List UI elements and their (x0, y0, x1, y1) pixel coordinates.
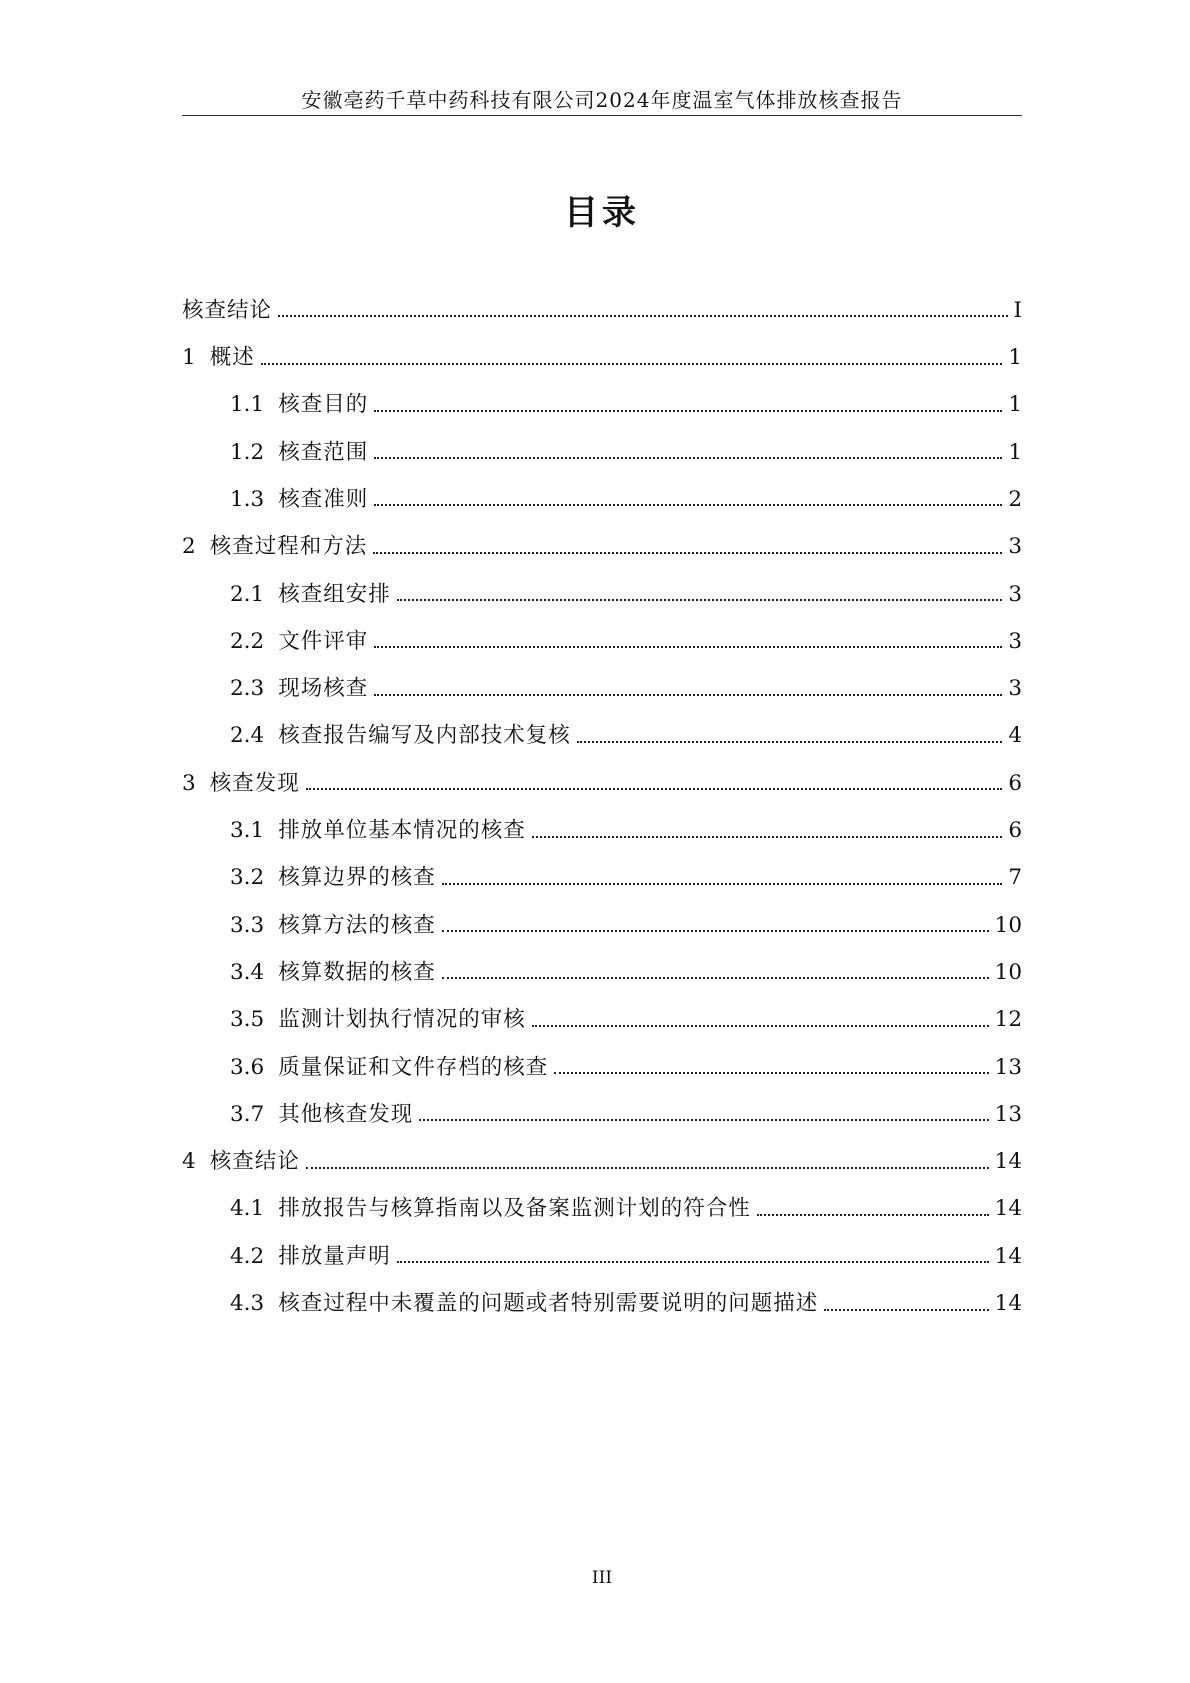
toc-dot-leader (419, 1119, 988, 1121)
toc-entry-page: 10 (994, 959, 1022, 985)
toc-dot-leader (442, 883, 1003, 885)
toc-dot-leader (397, 599, 1003, 601)
toc-entry[interactable] (182, 700, 1022, 747)
toc-entry-title: 排放量声明 (278, 1243, 391, 1269)
toc-dot-leader (261, 363, 1003, 365)
toc-dot-leader (532, 1025, 989, 1027)
toc-entry[interactable] (182, 1173, 1022, 1220)
toc-entry-number: 2.2 (230, 628, 265, 654)
toc-entry-page: 14 (994, 1243, 1022, 1269)
toc-entry-page: 14 (994, 1196, 1022, 1222)
toc-entry-number: 2.4 (230, 723, 265, 749)
toc-dot-leader (373, 552, 1002, 554)
toc-entry-title: 其他核查发现 (278, 1101, 414, 1127)
toc-entry-title: 核查过程和方法 (209, 534, 368, 560)
toc-entry-number: 1.3 (230, 486, 265, 512)
toc-entry-title: 核查发现 (209, 770, 300, 796)
toc-entry-number: 2.1 (230, 581, 265, 607)
toc-entry[interactable] (182, 1220, 1022, 1267)
toc-entry[interactable] (182, 794, 1022, 844)
toc-entry-number: 2 (182, 534, 196, 560)
toc-entry[interactable] (182, 842, 1022, 889)
toc-entry[interactable] (182, 889, 1022, 936)
toc-entry-title: 核查组安排 (278, 581, 391, 607)
toc-entry-title: 文件评审 (278, 628, 369, 654)
header-rule (182, 115, 1022, 116)
toc-entry-number: 3.1 (230, 818, 265, 844)
toc-entry-title: 现场核查 (278, 676, 369, 702)
toc-entry-number: 3.2 (230, 865, 265, 891)
toc-entry[interactable] (182, 510, 1022, 560)
toc-entry-page: 13 (994, 1101, 1022, 1127)
toc-entry-page: 6 (1008, 770, 1022, 796)
toc-entry-number: 4.2 (230, 1243, 265, 1269)
toc-entry-page: 6 (1008, 818, 1022, 844)
toc-entry-title: 核查范围 (278, 439, 369, 465)
toc-entry-page: 14 (994, 1149, 1022, 1175)
toc-entry-number: 1 (182, 345, 196, 371)
toc-entry-page: 3 (1008, 628, 1022, 654)
toc-entry-page: 3 (1008, 676, 1022, 702)
toc-entry-title: 核查准则 (278, 486, 369, 512)
toc-dot-leader (374, 504, 1002, 506)
toc-entry-title: 排放报告与核算指南以及备案监测计划的符合性 (278, 1196, 751, 1222)
toc-entry-title: 质量保证和文件存档的核查 (278, 1054, 549, 1080)
toc-dot-leader (397, 1261, 989, 1263)
toc-entry-page: 1 (1008, 392, 1022, 418)
toc-entry-page: 10 (994, 912, 1022, 938)
toc-entry[interactable] (182, 1125, 1022, 1175)
toc-entry-number: 4 (182, 1149, 196, 1175)
page-title: 目录 (564, 193, 640, 233)
toc-entry-title: 核查结论 (209, 1149, 300, 1175)
toc-dot-leader (374, 457, 1002, 459)
toc-entry[interactable] (182, 416, 1022, 463)
toc-entry-number: 3.3 (230, 912, 265, 938)
toc-entry-number: 2.3 (230, 676, 265, 702)
toc-entry-title: 排放单位基本情况的核查 (278, 818, 526, 844)
toc-entry-title: 核算方法的核查 (278, 912, 436, 938)
toc-dot-leader (374, 410, 1002, 412)
toc-entry-page: 7 (1008, 865, 1022, 891)
toc-entry-number: 3.5 (230, 1007, 265, 1033)
toc-entry-title: 核查过程中未覆盖的问题或者特别需要说明的问题描述 (278, 1291, 819, 1317)
toc-entry[interactable] (182, 983, 1022, 1033)
toc-entry[interactable] (182, 369, 1022, 416)
toc-entry[interactable] (182, 463, 1022, 510)
toc-entry-number: 3.6 (230, 1054, 265, 1080)
toc-entry-number: 4.1 (230, 1196, 265, 1222)
toc-dot-leader (374, 646, 1002, 648)
toc-entry[interactable] (182, 936, 1022, 983)
toc-dot-leader (442, 977, 989, 979)
toc-dot-leader (554, 1072, 988, 1074)
toc-entry[interactable] (182, 747, 1022, 794)
toc-entry-page: 3 (1008, 534, 1022, 560)
toc-dot-leader (306, 1167, 989, 1169)
toc-entry-title: 核算数据的核查 (278, 959, 436, 985)
toc-entry-title: 核查目的 (278, 392, 369, 418)
toc-entry[interactable] (182, 652, 1022, 702)
toc-entry-page: 3 (1008, 581, 1022, 607)
page-number: III (591, 1568, 613, 1588)
toc-entry-page: 13 (994, 1054, 1022, 1080)
toc-entry-title: 核查结论 (182, 297, 273, 323)
toc-entry-page: 2 (1008, 486, 1022, 512)
toc-entry-number: 3.4 (230, 959, 265, 985)
toc-entry-title: 核查报告编写及内部技术复核 (278, 723, 571, 749)
toc-entry[interactable] (182, 274, 1022, 321)
toc-dot-leader (824, 1309, 988, 1311)
toc-dot-leader (442, 930, 989, 932)
toc-dot-leader (306, 788, 1003, 790)
toc-entry[interactable] (182, 321, 1022, 371)
toc-entry[interactable] (182, 1031, 1022, 1078)
toc-entry-page: 4 (1008, 723, 1022, 749)
toc-entry-number: 1.1 (230, 392, 265, 418)
toc-entry-number: 1.2 (230, 439, 265, 465)
toc-entry[interactable] (182, 558, 1022, 605)
toc-dot-leader (532, 836, 1003, 838)
toc-entry[interactable] (182, 605, 1022, 652)
toc-entry-title: 监测计划执行情况的审核 (278, 1007, 526, 1033)
toc-entry[interactable] (182, 1078, 1022, 1125)
toc-entry-page: 1 (1008, 345, 1022, 371)
running-header: 安徽亳药千草中药科技有限公司2024年度温室气体排放核查报告 (301, 88, 903, 112)
toc-entry-number: 3 (182, 770, 196, 796)
toc-entry-page: I (1013, 297, 1022, 323)
toc-entry-number: 3.7 (230, 1101, 265, 1127)
toc-entry[interactable] (182, 1267, 1022, 1317)
toc-entry-title: 核算边界的核查 (278, 865, 436, 891)
toc-dot-leader (278, 315, 1007, 317)
table-of-contents (182, 274, 1022, 1315)
toc-entry-title: 概述 (209, 345, 255, 371)
toc-dot-leader (757, 1214, 989, 1216)
toc-entry-number: 4.3 (230, 1291, 265, 1317)
toc-entry-page: 12 (994, 1007, 1022, 1033)
toc-dot-leader (577, 741, 1003, 743)
toc-entry-page: 14 (994, 1291, 1022, 1317)
toc-dot-leader (374, 694, 1002, 696)
toc-entry-page: 1 (1008, 439, 1022, 465)
